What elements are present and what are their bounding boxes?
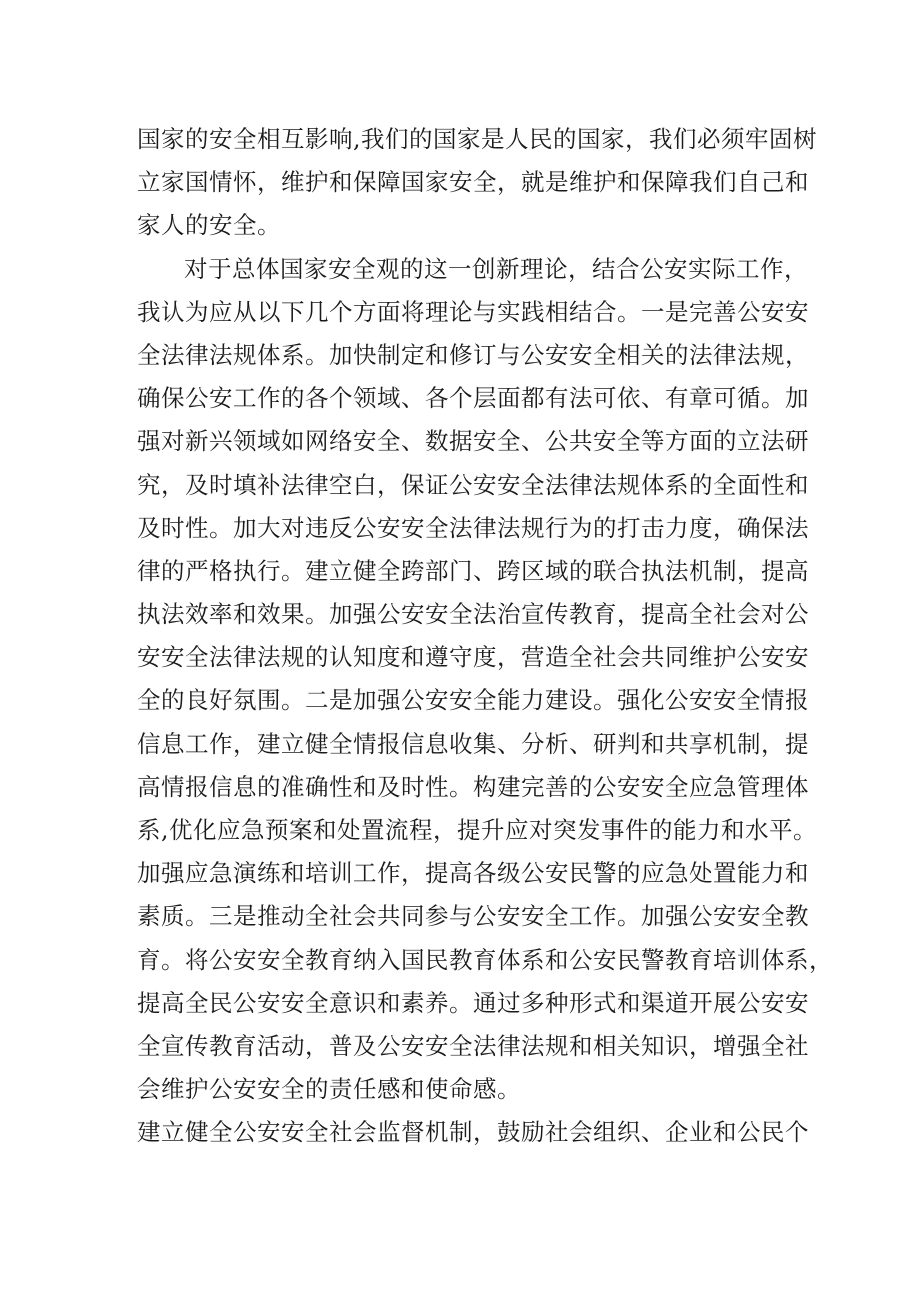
- text-line: 高情报信息的准确性和及时性。构建完善的公安安全应急管理体: [137, 772, 809, 801]
- text-line: 建立健全公安安全社会监督机制，鼓励社会组织、企业和公民个: [137, 1118, 809, 1147]
- text-line: 提高全民公安安全意识和素养。通过多种形式和渠道开展公安安: [137, 988, 809, 1017]
- text-line: 系,优化应急预案和处置流程，提升应对突发事件的能力和水平。: [137, 816, 817, 844]
- paragraph-first-line: 对于总体国家安全观的这一创新理论，结合公安实际工作，: [184, 254, 808, 283]
- text-line: 我认为应从以下几个方面将理论与实践相结合。一是完善公安安: [137, 297, 809, 326]
- text-line: 及时性。加大对违反公安安全法律法规行为的打击力度，确保法: [137, 513, 809, 542]
- text-line: 育。将公安安全教育纳入国民教育体系和公安民警教育培训体系，: [137, 945, 833, 974]
- text-line: 素质。三是推动全社会共同参与公安安全工作。加强公安安全教: [137, 902, 809, 931]
- text-line: 全法律法规体系。加快制定和修订与公安安全相关的法律法规，: [137, 340, 809, 369]
- text-line: 律的严格执行。建立健全跨部门、跨区域的联合执法机制，提高: [137, 556, 809, 585]
- text-line: 强对新兴领域如网络安全、数据安全、公共安全等方面的立法研: [137, 427, 809, 456]
- text-line: 执法效率和效果。加强公安安全法治宣传教育，提高全社会对公: [137, 600, 809, 629]
- text-line: 国家的安全相互影响,我们的国家是人民的国家，我们必须牢固树: [137, 125, 817, 153]
- text-line: 会维护公安安全的责任感和使命感。: [137, 1075, 521, 1104]
- text-line: 家人的安全。: [137, 211, 281, 240]
- text-line: 全宣传教育活动，普及公安安全法律法规和相关知识，增强全社: [137, 1031, 809, 1060]
- text-line: 立家国情怀，维护和保障国家安全，就是维护和保障我们自己和: [137, 168, 809, 197]
- text-line: 究，及时填补法律空白，保证公安安全法律法规体系的全面性和: [137, 470, 809, 499]
- text-line: 确保公安工作的各个领域、各个层面都有法可依、有章可循。加: [137, 384, 809, 413]
- body-text: [137, 118, 833, 1155]
- text-line: 安安全法律法规的认知度和遵守度，营造全社会共同维护公安安: [137, 643, 809, 672]
- text-line: 加强应急演练和培训工作，提高各级公安民警的应急处置能力和: [137, 859, 809, 888]
- text-line: 全的良好氛围。二是加强公安安全能力建设。强化公安安全情报: [137, 686, 809, 715]
- text-line: 信息工作，建立健全情报信息收集、分析、研判和共享机制，提: [137, 729, 809, 758]
